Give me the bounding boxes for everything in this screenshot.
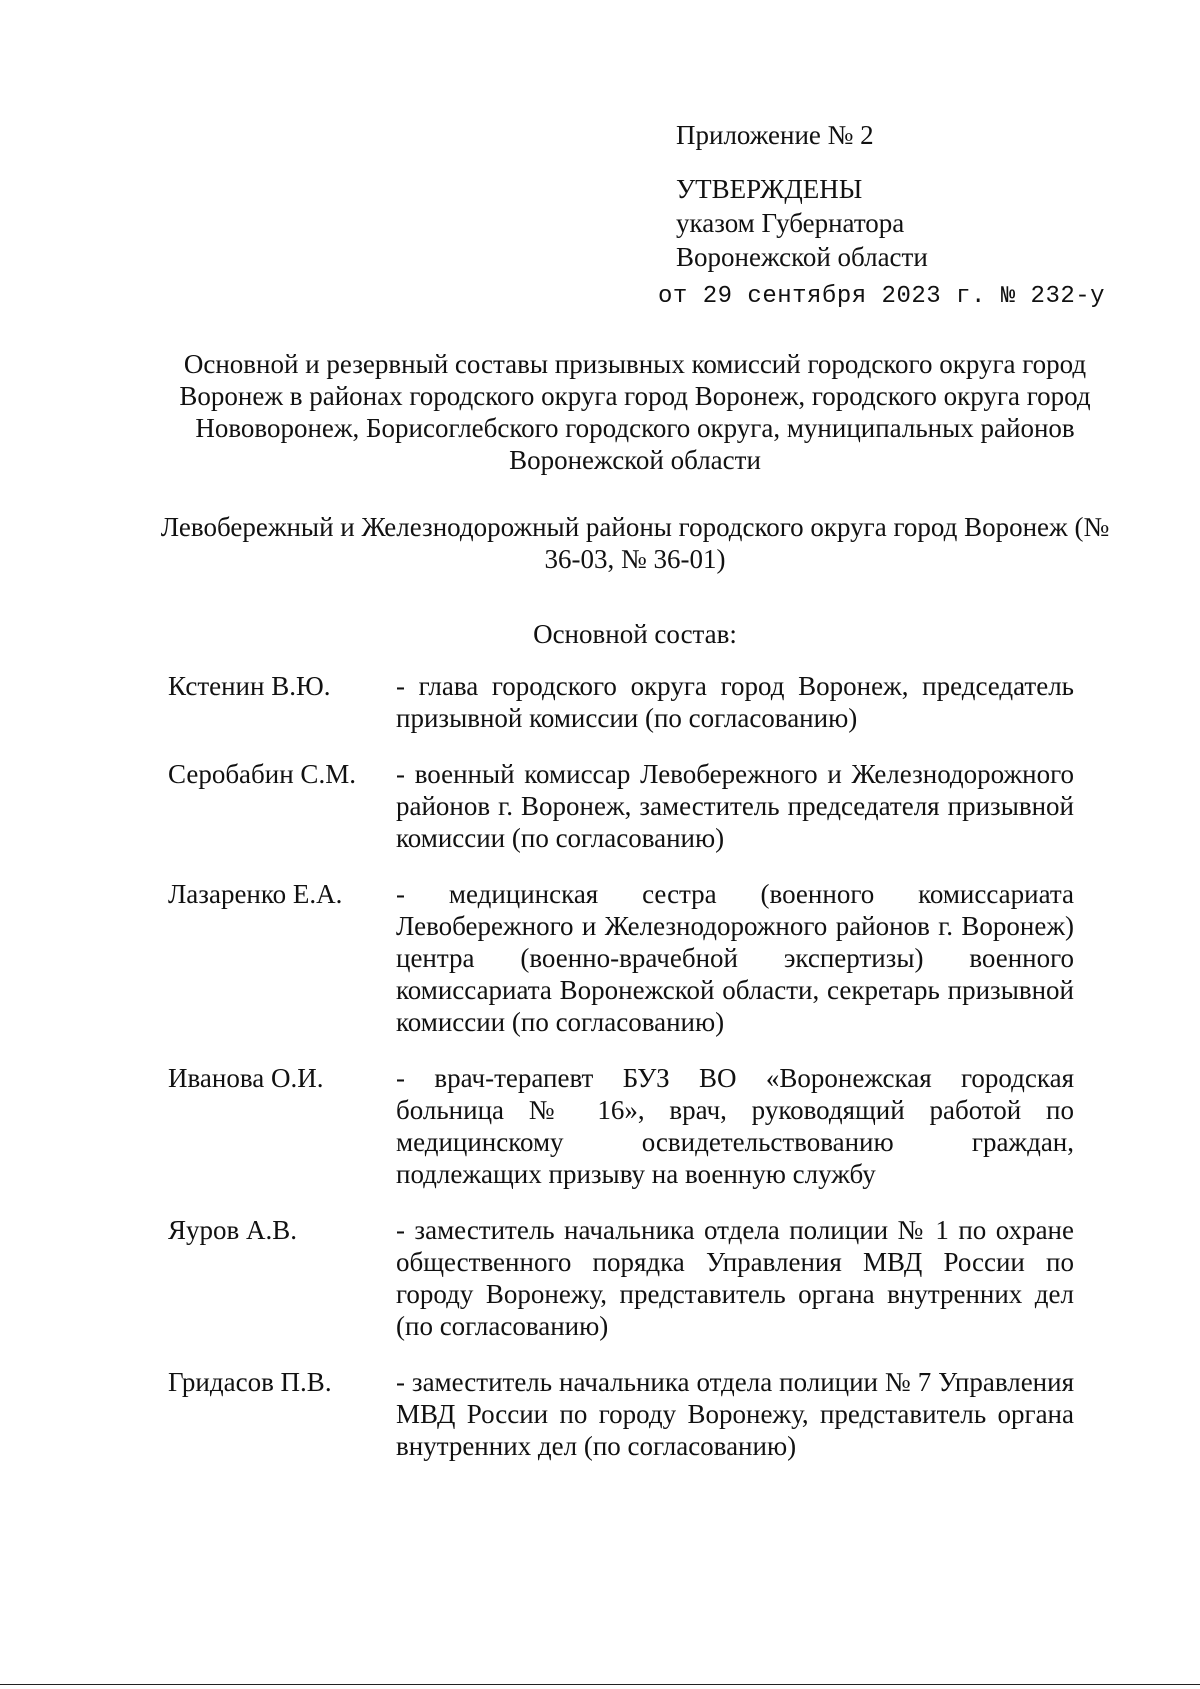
member-row [168,1062,1074,1190]
approval-block [658,118,1106,314]
member-name: Яуров А.В. [168,1215,298,1245]
member-role: - заместитель начальника отдела полиции № 1 по охране общественного порядка Управления МВД России по городу Воронежу, представитель органа внутренних дел (по согласованию) [396,1215,1074,1341]
approved-label: УТВЕРЖДЕНЫ [676,174,863,204]
appendix-label: Приложение № 2 [676,120,874,150]
member-row [168,758,1074,854]
member-row [168,1366,1074,1462]
members-list [168,670,1074,1486]
member-role: - медицинская сестра (военного комиссариата Левобережного и Железнодорожного районов г. Воронеж) центра (военно-врачебной экспертизы) военного комиссариата Воронежской области, секретарь призывной комиссии (по согласованию) [396,879,1074,1037]
decree-issuer: указом Губернатора [676,208,905,238]
member-row [168,670,1074,734]
decree-reference: от 29 сентября 2023 г. № 232-у [658,283,1106,310]
member-name: Лазаренко Е.А. [168,879,343,909]
member-role: - врач-терапевт БУЗ ВО «Воронежская городская больница № 16», врач, руководящий работой по медицинскому освидетельствованию граждан, подлежащих призыву на военную службу [396,1063,1074,1189]
page-bottom-rule [0,1684,1200,1685]
member-row [168,1214,1074,1342]
member-name: Иванова О.И. [168,1063,324,1093]
member-row [168,878,1074,1038]
member-role: - заместитель начальника отдела полиции № 7 Управления МВД России по городу Воронежу, представитель органа внутренних дел (по согласованию) [396,1367,1074,1461]
member-role: - глава городского округа город Воронеж, председатель призывной комиссии (по согласованию) [396,671,1074,733]
member-name: Серобабин С.М. [168,759,356,789]
member-name: Гридасов П.В. [168,1367,332,1397]
district-subtitle: Левобережный и Железнодорожный районы городского округа город Воронеж (№ 36-03, № 36-01) [160,512,1110,574]
member-name: Кстенин В.Ю. [168,671,331,701]
section-heading: Основной состав: [533,619,737,649]
decree-region: Воронежской области [676,242,928,272]
member-role: - военный комиссар Левобережного и Железнодорожного районов г. Воронеж, заместитель председателя призывной комиссии (по согласованию) [396,759,1074,853]
document-title: Основной и резервный составы призывных комиссий городского округа город Воронеж в районах городского округа город Воронеж, городского округа город Нововоронеж, Борисоглебского городского округа, муниципальных районов Воронежской области [179,349,1091,475]
